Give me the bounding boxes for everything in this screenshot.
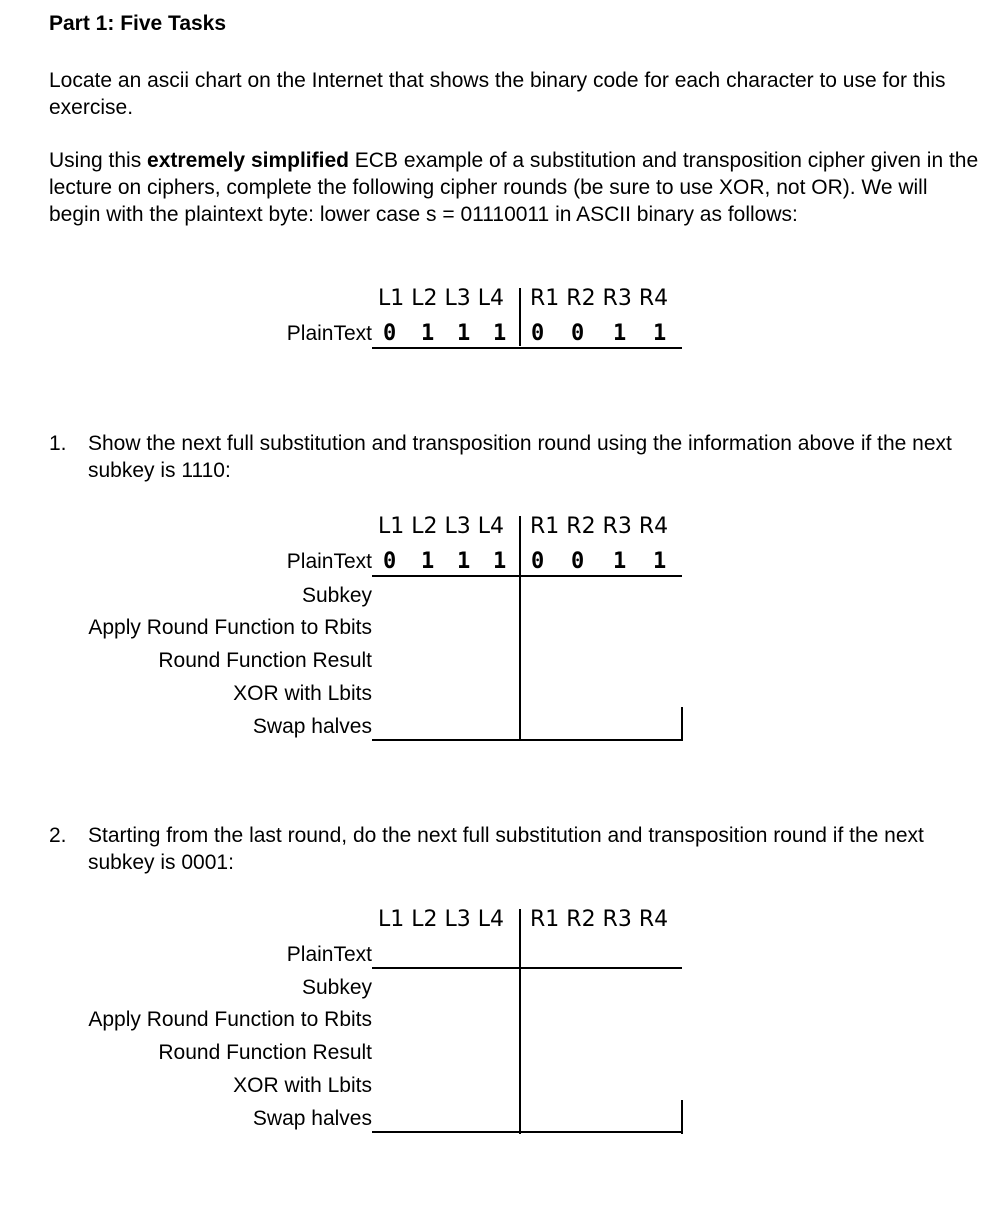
question-1-text: Show the next full substitution and transposition round using the information above if the next subkey is 1110:	[88, 432, 952, 482]
bit-l2: 1	[421, 321, 435, 346]
row-label-plaintext: PlainText	[286, 550, 372, 573]
left-bit-header: L1 L2 L3 L4	[378, 514, 504, 539]
bit-r3: 1	[613, 549, 627, 574]
instructions-bold: extremely simplified	[147, 149, 349, 172]
question-2-number: 2.	[49, 824, 67, 847]
bit-l3: 1	[457, 549, 471, 574]
bit-r4: 1	[653, 321, 667, 346]
row-label-plaintext: PlainText	[286, 322, 372, 345]
plaintext-underline	[372, 347, 682, 349]
row-label-round-function-result: Round Function Result	[158, 649, 372, 672]
bit-l4: 1	[493, 549, 507, 574]
bit-r1: 0	[531, 549, 545, 574]
right-bit-header: R1 R2 R3 R4	[530, 286, 669, 311]
row-label-apply-round-function: Apply Round Function to Rbits	[88, 1008, 372, 1031]
question-2-text: Starting from the last round, do the next full substitution and transposition round if the next subkey is 0001:	[88, 824, 924, 874]
initial-bit-table	[0, 286, 1002, 356]
right-edge-line	[681, 1100, 683, 1134]
intro-paragraph: Locate an ascii chart on the Internet that shows the binary code for each character to use for this exercise.	[49, 69, 946, 119]
bit-r2: 0	[571, 321, 585, 346]
page-heading: Part 1: Five Tasks	[49, 12, 227, 35]
row-label-apply-round-function: Apply Round Function to Rbits	[88, 616, 372, 639]
swap-halves-underline	[372, 1131, 682, 1133]
row-label-round-function-result: Round Function Result	[158, 1041, 372, 1064]
plaintext-bits	[383, 321, 683, 347]
bit-r2: 0	[571, 549, 585, 574]
plaintext-underline	[372, 575, 682, 577]
row-label-xor-lbits: XOR with Lbits	[233, 1074, 372, 1097]
question-1-number: 1.	[49, 432, 67, 455]
right-bit-header: R1 R2 R3 R4	[530, 907, 669, 932]
bit-r4: 1	[653, 549, 667, 574]
round-2-table	[0, 907, 1002, 1137]
instructions-post: ECB example of a substitution and transposition cipher given in the lecture on ciphers, complete the following cipher rounds (be sure to use XOR, not OR). We will begin with the plaintext byte: lower case s = 01110011 in ASCII binary as follows:	[49, 149, 979, 226]
column-divider	[519, 909, 521, 1134]
instructions-paragraph	[49, 147, 979, 228]
bit-l3: 1	[457, 321, 471, 346]
bit-l1: 0	[383, 549, 397, 574]
right-edge-line	[681, 707, 683, 741]
swap-halves-underline	[372, 739, 682, 741]
plaintext-underline	[372, 967, 682, 969]
bit-l4: 1	[493, 321, 507, 346]
row-label-swap-halves: Swap halves	[252, 1107, 372, 1130]
row-label-subkey: Subkey	[301, 976, 372, 999]
row-label-plaintext: PlainText	[286, 943, 372, 966]
bit-l2: 1	[421, 549, 435, 574]
row-label-swap-halves: Swap halves	[252, 715, 372, 738]
question-2	[49, 822, 984, 882]
left-bit-header: L1 L2 L3 L4	[378, 286, 504, 311]
left-bit-header: L1 L2 L3 L4	[378, 907, 504, 932]
bit-r1: 0	[531, 321, 545, 346]
row-label-subkey: Subkey	[301, 584, 372, 607]
bit-r3: 1	[613, 321, 627, 346]
row-label-xor-lbits: XOR with Lbits	[233, 682, 372, 705]
question-1	[49, 430, 984, 490]
bit-l1: 0	[383, 321, 397, 346]
round-1-table	[0, 514, 1002, 744]
right-bit-header: R1 R2 R3 R4	[530, 514, 669, 539]
instructions-pre: Using this	[49, 149, 148, 172]
plaintext-bits	[383, 549, 683, 575]
